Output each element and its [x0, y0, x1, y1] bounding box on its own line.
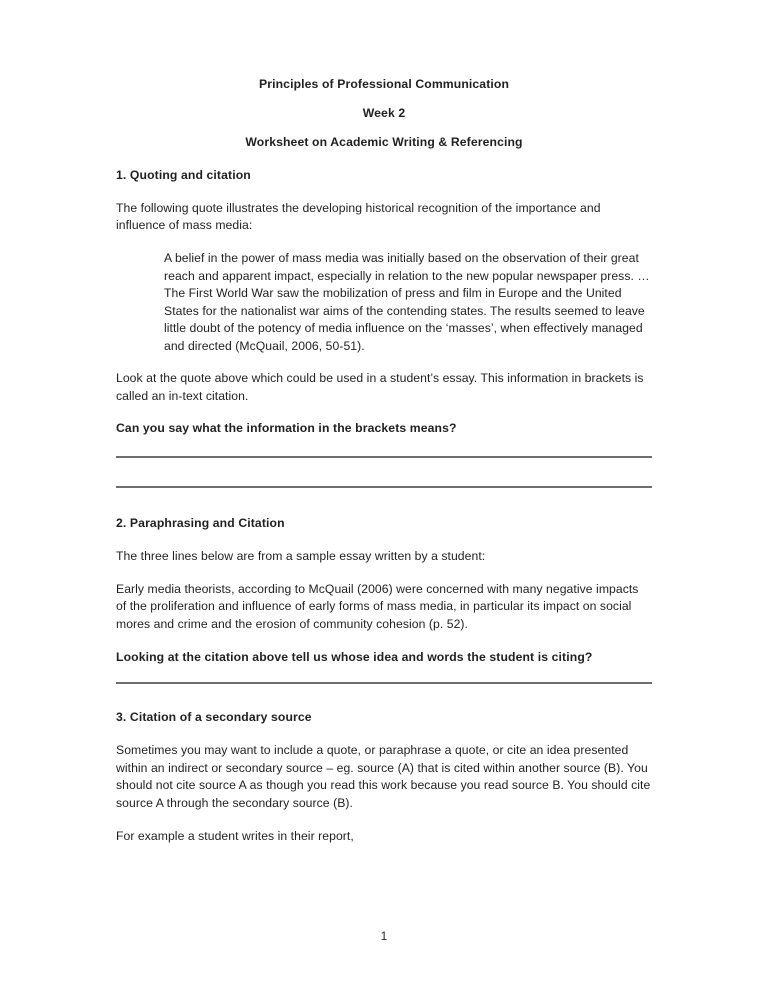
page-number: 1 [380, 931, 388, 943]
document-worksheet-subtitle: Worksheet on Academic Writing & Referencing [245, 135, 523, 150]
answer-line-1b[interactable] [116, 486, 652, 488]
section-1-intro-paragraph: The following quote illustrates the developing historical recognition of the importance and influence of mass media: [116, 200, 601, 233]
answer-line-2a[interactable] [116, 682, 652, 684]
document-body [116, 78, 652, 845]
section-2-intro-paragraph: The three lines below are from a sample essay written by a student: [116, 549, 486, 564]
document-week-subtitle: Week 2 [362, 106, 406, 121]
section-2-sample-essay-text: Early media theorists, according to McQuail (2006) were concerned with many negative impacts of the proliferation and influence of early forms of mass media, in particular its impact on social mores and crime and the erosion of community cohesion (p. 52). [116, 581, 639, 631]
answer-line-1a[interactable] [116, 456, 652, 458]
section-3-example-lead: For example a student writes in their report, [116, 828, 354, 843]
section-heading-paraphrasing-and-citation: 2. Paraphrasing and Citation [116, 516, 285, 531]
section-3-body-paragraph: Sometimes you may want to include a quote, or paraphrase a quote, or cite an idea presented within an indirect or secondary source – eg. source (A) that is cited within another source (B). You should not cite source A as though you read this work because you read source B. You should cite source A through the secondary source (B). [116, 743, 651, 811]
section-heading-citation-of-a-secondary-source: 3. Citation of a secondary source [116, 710, 312, 725]
document-title: Principles of Professional Communication [258, 77, 510, 91]
section-heading-quoting-and-citation: 1. Quoting and citation [116, 167, 251, 182]
section-1-question: Can you say what the information in the brackets means? [116, 421, 457, 436]
section-1-followup-paragraph: Look at the quote above which could be used in a student’s essay. This information in brackets is called an in-text citation. [116, 371, 644, 403]
section-2-question: Looking at the citation above tell us whose idea and words the student is citing? [116, 649, 593, 664]
mcquail-block-quote: A belief in the power of mass media was initially based on the observation of their great reach and apparent impact, especially in relation to the new popular newspaper press. … The First World War saw the mobilization of press and film in Europe and the United States for the nationalist war aims of the contending states. The results seemed to leave little doubt of the potency of media influence on the ‘masses’, when effectively managed and directed (McQuail, 2006, 50-51). [164, 250, 650, 353]
